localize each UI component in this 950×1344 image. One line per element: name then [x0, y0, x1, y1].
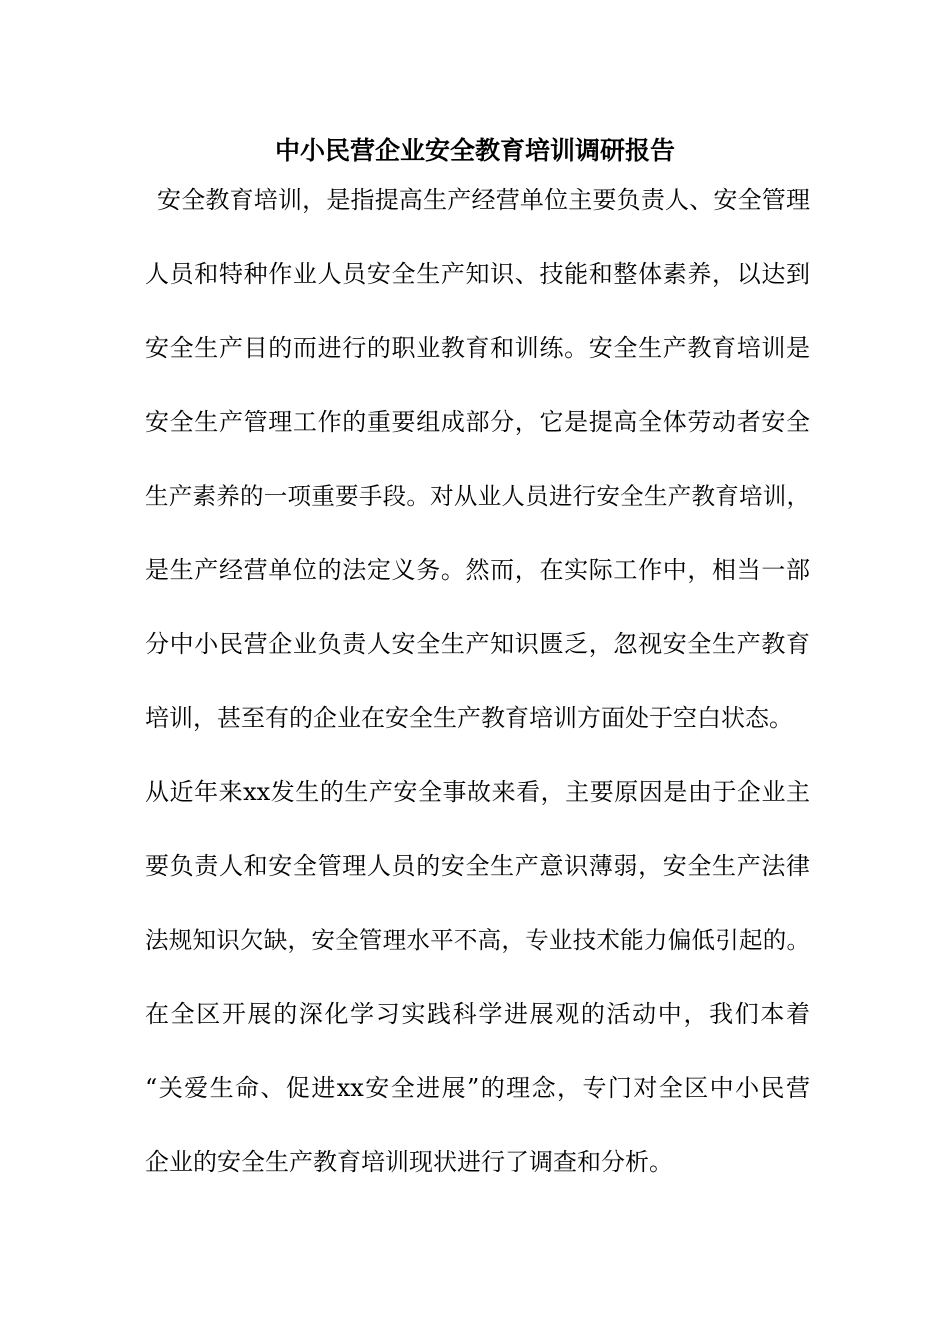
document-title: 中小民营企业安全教育培训调研报告 — [274, 136, 675, 165]
paragraph-line: “关爱生命、促进xx安全进展”的理念，专门对全区中小民营 — [145, 1074, 810, 1102]
paragraph-line: 人员和特种作业人员安全生产知识、技能和整体素养，以达到 — [145, 260, 810, 288]
paragraph-line: 是生产经营单位的法定义务。然而，在实际工作中，相当一部 — [145, 556, 810, 584]
paragraph-line: 培训，甚至有的企业在安全生产教育培训方面处于空白状态。 — [145, 704, 793, 732]
paragraph-line: 安全生产管理工作的重要组成部分，它是提高全体劳动者安全 — [145, 408, 810, 436]
paragraph-line: 安全生产目的而进行的职业教育和训练。安全生产教育培训是 — [145, 334, 810, 362]
paragraph-line: 要负责人和安全管理人员的安全生产意识薄弱，安全生产法律 — [145, 852, 810, 880]
paragraph-line: 法规知识欠缺，安全管理水平不高，专业技术能力偏低引起的。 — [145, 926, 810, 954]
paragraph-line: 安全教育培训，是指提高生产经营单位主要负责人、安全管理 — [157, 186, 810, 214]
paragraph-line: 企业的安全生产教育培训现状进行了调查和分析。 — [145, 1148, 673, 1176]
paragraph-line: 生产素养的一项重要手段。对从业人员进行安全生产教育培训， — [145, 482, 810, 510]
paragraph-line: 从近年来xx发生的生产安全事故来看，主要原因是由于企业主 — [145, 778, 810, 806]
paragraph-line: 分中小民营企业负责人安全生产知识匮乏，忽视安全生产教育 — [145, 630, 810, 658]
paragraph-line: 在全区开展的深化学习实践科学进展观的活动中，我们本着 — [145, 1000, 810, 1028]
